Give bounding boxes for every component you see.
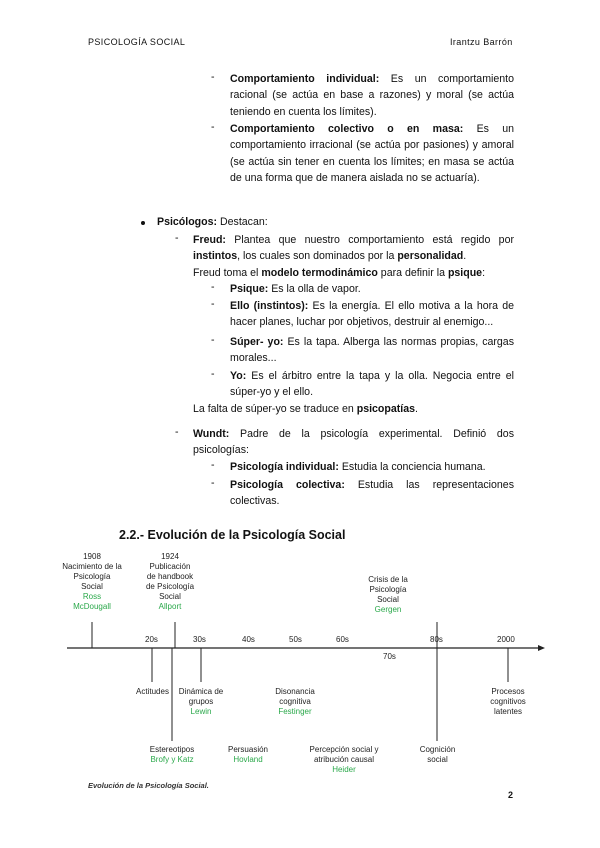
- event-author: Lewin: [190, 707, 212, 716]
- item-term: Psicología colectiva:: [230, 479, 345, 491]
- event-line: Psicología: [369, 585, 407, 594]
- model-text: Freud toma el: [193, 267, 262, 279]
- tick-label: 20s: [145, 635, 158, 644]
- model-text: para definir la: [377, 267, 448, 279]
- timeline-event-1908: [52, 552, 132, 612]
- event-line: de Psicología: [145, 582, 195, 591]
- dash: -: [211, 368, 215, 380]
- freud-instintos: instintos: [193, 250, 238, 263]
- dash: -: [211, 334, 215, 346]
- dash: -: [211, 298, 215, 310]
- tick-label: 40s: [242, 635, 255, 644]
- dash: -: [211, 71, 215, 83]
- event-line: Actitudes: [136, 687, 169, 696]
- event-line: Psicología: [73, 572, 111, 581]
- event-line: Dinámica de: [178, 687, 224, 696]
- item-term: Psicología individual:: [230, 461, 339, 473]
- event-line: cognitiva: [279, 697, 311, 706]
- event-line: 1908: [83, 552, 101, 561]
- event-line: Disonancia: [275, 687, 315, 696]
- event-line: Social: [81, 582, 103, 591]
- header-left: PSICOLOGÍA SOCIAL: [88, 37, 186, 47]
- event-author: Brofy y Katz: [150, 755, 194, 764]
- event-line: social: [427, 755, 448, 764]
- timeline-event-crisis: [358, 575, 418, 615]
- dash: -: [211, 459, 215, 471]
- falta-term: psicopatías: [356, 403, 416, 415]
- item-term: Psique:: [230, 283, 269, 295]
- event-line: de handbook: [146, 572, 194, 581]
- falta-text: La falta de súper-yo se traduce en: [193, 403, 357, 415]
- tick-label: 80s: [430, 635, 443, 644]
- item-text: Es un comportamiento racional (se actúa en base a razones) y moral (se actúa teniendo en cuenta los límites).: [230, 73, 514, 118]
- tick-label: 30s: [193, 635, 206, 644]
- figure-caption: Evolución de la Psicología Social.: [88, 781, 209, 790]
- timeline-event-1924: [135, 552, 205, 612]
- timeline-event-disonancia: [265, 687, 325, 717]
- event-line: Social: [159, 592, 181, 601]
- item-text: Es la energía. El ello motiva a la hora de hacer planes, luchar por objetivos, destruir al enemigo...: [230, 300, 514, 329]
- event-author: Hovland: [233, 755, 263, 764]
- section-heading: 2.2.- Evolución de la Psicología Social: [119, 528, 346, 542]
- header-right: Irantzu Barrón: [450, 37, 513, 47]
- event-line: Estereotipos: [149, 745, 195, 754]
- wundt-text: Padre de la psicología experimental. Definió dos psicologías:: [193, 428, 514, 457]
- event-author: Allport: [158, 602, 182, 611]
- event-author: Ross: [82, 592, 102, 601]
- timeline-arrow: [538, 645, 545, 651]
- item-term: Súper- yo:: [230, 336, 284, 348]
- model-psique: psique: [447, 267, 483, 279]
- item-text: Es un comportamiento irracional (se actúa por pasiones) y amoral (se actúa sin tener en cuenta los límites; en masa se actúa de una forma que de manera aislada no se actuaría).: [230, 123, 514, 184]
- page-number: 2: [508, 790, 514, 800]
- psicologos-term: Psicólogos:: [157, 216, 218, 228]
- item-term: Comportamiento individual:: [230, 73, 380, 85]
- freud-text: Plantea que nuestro comportamiento está regido por: [225, 234, 514, 246]
- wundt-term: Wundt:: [193, 428, 230, 440]
- dash: -: [211, 281, 215, 293]
- freud-text: , los cuales son dominados por la: [237, 250, 398, 263]
- timeline-event-percepcion: [298, 745, 390, 775]
- item-text: Es la olla de vapor.: [268, 283, 361, 295]
- event-line: Cognición: [419, 745, 456, 754]
- tick-label: 70s: [383, 652, 396, 661]
- freud-personalidad: personalidad: [397, 250, 464, 263]
- item-text: Es el árbitro entre la tapa y la olla. Negocia entre el súper-yo y el ello.: [230, 370, 514, 399]
- tick-label: 60s: [336, 635, 349, 644]
- dash: -: [211, 121, 215, 133]
- event-line: latentes: [493, 707, 523, 716]
- event-line: Persuasión: [227, 745, 269, 754]
- dash: -: [175, 232, 179, 244]
- timeline-event-dinamica-grupos: [172, 687, 230, 717]
- event-line: 1924: [161, 552, 179, 561]
- timeline-event-procesos: [478, 687, 538, 717]
- event-line: Procesos: [491, 687, 525, 696]
- psicologos-text: Destacan:: [217, 216, 268, 228]
- timeline-event-estereotipos: [132, 745, 212, 765]
- item-text: Estudia la conciencia humana.: [338, 461, 486, 473]
- model-text: :: [482, 267, 486, 279]
- freud-text: .: [463, 250, 467, 263]
- item-term: Comportamiento colectivo o en masa:: [230, 123, 464, 135]
- dash: -: [175, 426, 179, 438]
- tick-label: 2000: [497, 635, 515, 644]
- event-line: Nacimiento de la: [62, 562, 122, 571]
- event-author: Gergen: [374, 605, 402, 614]
- event-line: Percepción social y: [309, 745, 379, 754]
- timeline-event-cognicion: [410, 745, 465, 765]
- falta-text: .: [415, 403, 418, 415]
- event-line: Crisis de la: [368, 575, 408, 584]
- dash: -: [211, 477, 215, 489]
- event-line: Social: [377, 595, 399, 604]
- event-line: Publicación: [149, 562, 191, 571]
- freud-term: Freud:: [193, 234, 226, 246]
- event-line: cognitivos: [490, 697, 526, 706]
- model-term: modelo termodinámico: [261, 267, 378, 279]
- event-line: atribución causal: [313, 755, 375, 764]
- item-term: Ello (instintos):: [230, 300, 309, 312]
- tick-label: 50s: [289, 635, 302, 644]
- timeline-event-persuasion: [218, 745, 278, 765]
- event-author: Heider: [332, 765, 356, 774]
- event-author: McDougall: [73, 602, 111, 611]
- event-author: Festinger: [278, 707, 312, 716]
- item-term: Yo:: [230, 370, 247, 382]
- event-line: grupos: [188, 697, 214, 706]
- item-text: Es la tapa. Alberga las normas propias, cargas morales...: [230, 336, 514, 365]
- item-text: Estudia las representaciones colectivas.: [230, 479, 514, 508]
